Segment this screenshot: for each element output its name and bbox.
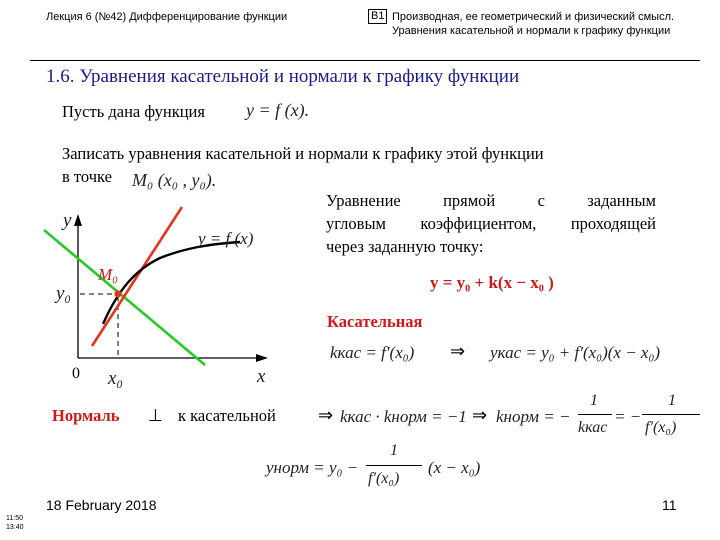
normal-eq-lhs: yнорм = y₀ − [266, 458, 359, 477]
footer-date: 18 February 2018 [46, 497, 157, 513]
footer-time-1: 11:50 [6, 515, 23, 522]
y-axis-arrow [74, 214, 82, 226]
equals-minus: = − [614, 407, 642, 426]
tangent-equation: yкас = y₀ + f′(x₀)(x − x₀) [490, 343, 661, 362]
perpendicular-symbol: ⊥ [148, 406, 163, 425]
fraction1-denominator: kкас [578, 419, 608, 436]
explanation-line-2: угловым коэффициентом, проходящей [326, 214, 656, 233]
task-line-2: в точке [62, 167, 112, 186]
fraction3-bar [366, 465, 422, 466]
task-line-1: Записать уравнения касательной и нормали к графику этой функции [62, 144, 544, 163]
fraction2-denominator: f′(x₀) [645, 419, 677, 436]
origin-label: 0 [72, 365, 80, 382]
curve-label: y = f (x) [198, 229, 254, 248]
fraction1-bar [578, 414, 612, 415]
explanation-line-3: через заданную точку: [326, 237, 484, 256]
point-formula: M₀ (x₀ , y₀). [132, 170, 217, 190]
slope-product: kкас · kнорм = −1 [340, 407, 467, 426]
page-number: 11 [662, 497, 677, 513]
point-m0 [114, 290, 121, 297]
implies-arrow-3: ⇒ [472, 405, 488, 425]
y-axis-label: y [63, 210, 72, 231]
normal-label: Нормаль [52, 406, 120, 425]
fraction3-denominator: f′(x₀) [368, 470, 400, 487]
x-axis-label: x [257, 366, 266, 387]
y0-label: y₀ [56, 283, 72, 304]
section-badge: В1 [368, 9, 387, 24]
tangent-label: Касательная [327, 312, 423, 331]
tangent-slope: kкас = f′(x₀) [330, 343, 415, 362]
x0-label: x₀ [108, 368, 124, 389]
fraction1-numerator: 1 [590, 392, 598, 409]
function-formula: y = f (x). [246, 100, 310, 120]
slide-title: 1.6. Уравнения касательной и нормали к графику функции [46, 66, 520, 87]
implies-arrow-2: ⇒ [318, 405, 334, 425]
line-equation: y = y₀ + k(x − x₀ ) [430, 273, 554, 292]
fraction3-numerator: 1 [390, 442, 398, 459]
x-axis-arrow [256, 354, 268, 362]
implies-arrow: ⇒ [450, 341, 466, 361]
fraction2-bar [642, 414, 700, 415]
intro-text: Пусть дана функция [62, 102, 205, 121]
lecture-subtitle: Производная, ее геометрический и физический смысл. Уравнения касательной и нормали к графику функции [392, 11, 675, 37]
normal-text: к касательной [178, 406, 276, 425]
explanation-line-1: Уравнение прямой с заданным [326, 191, 656, 210]
fraction2-numerator: 1 [668, 392, 676, 409]
function-curve [103, 242, 240, 324]
normal-eq-rhs: (x − x₀) [428, 458, 481, 477]
footer-time-2: 13:40 [6, 524, 24, 531]
normal-slope-lhs: kнорм = − [496, 407, 571, 426]
point-label: M₀ [98, 265, 119, 284]
lecture-title: Лекция 6 (№42) Дифференцирование функции [46, 11, 288, 23]
